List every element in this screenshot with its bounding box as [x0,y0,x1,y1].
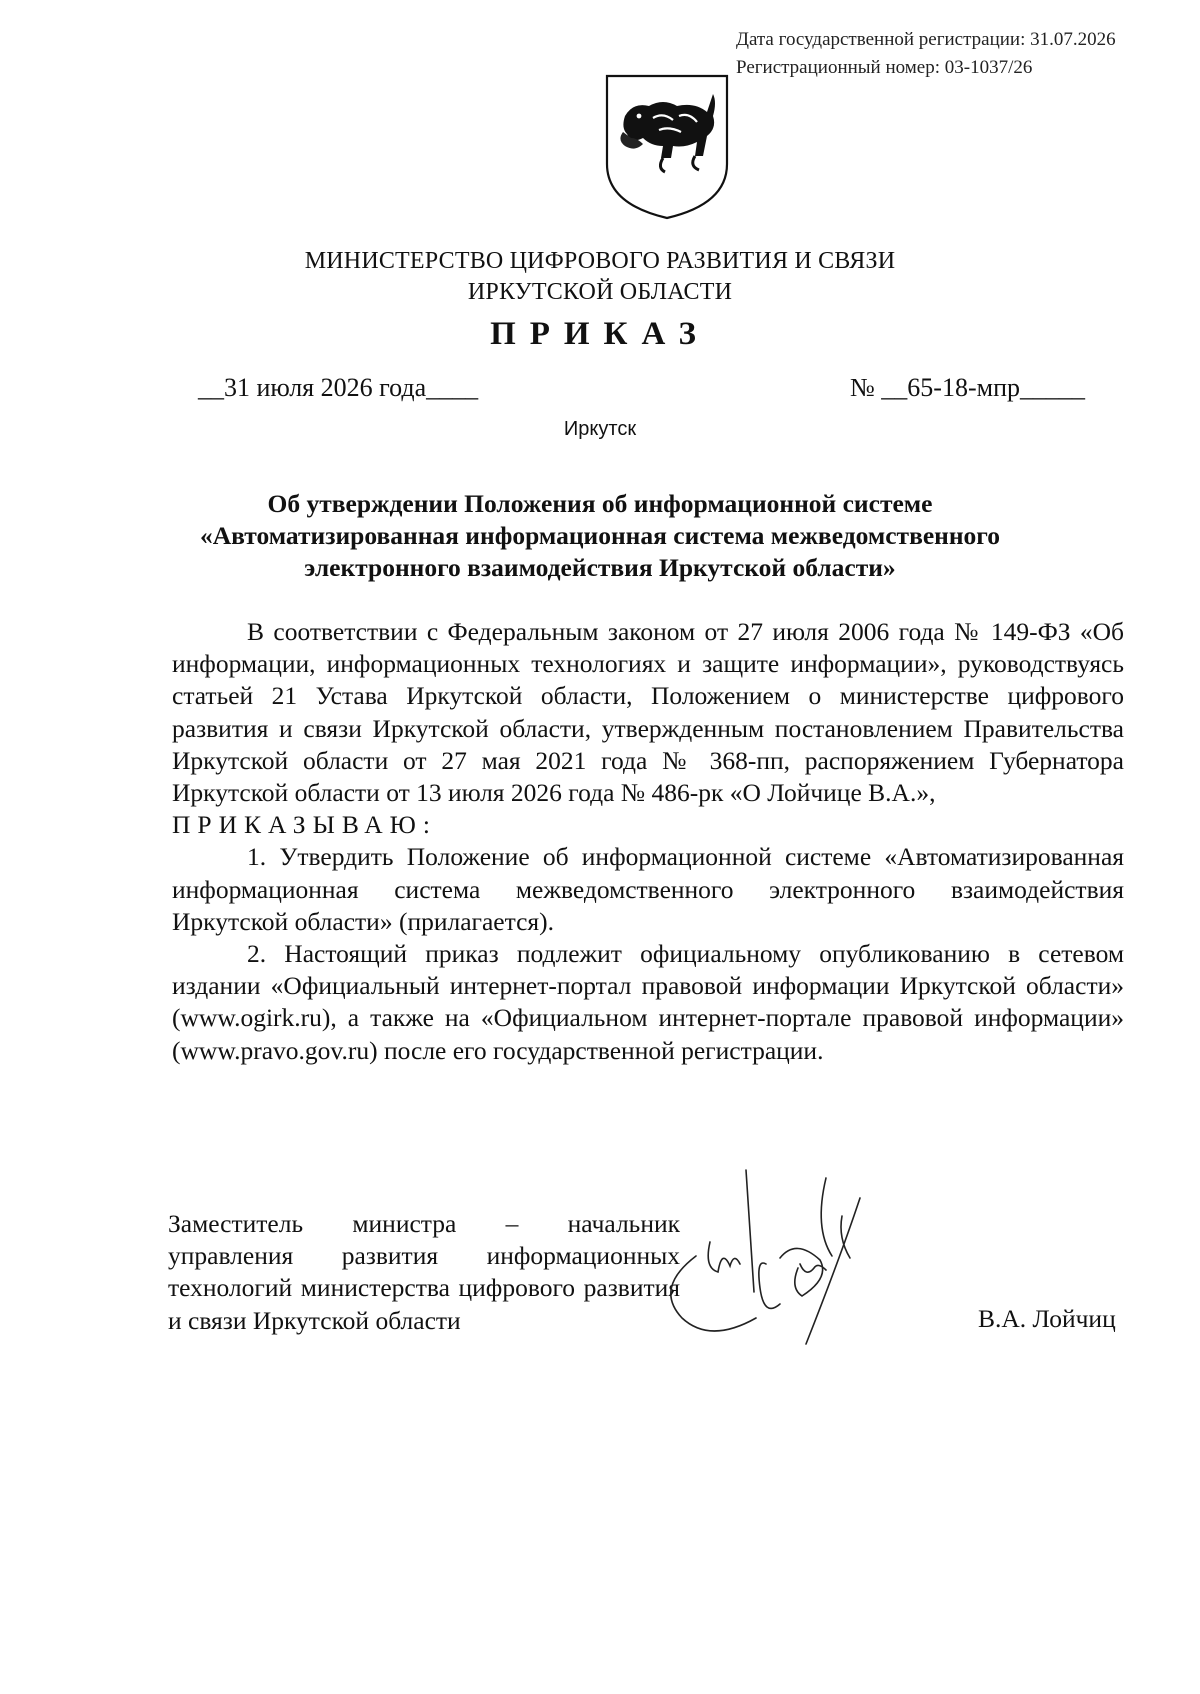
order-number: № __65-18-мпр_____ [850,373,1085,402]
order-subject [150,488,1050,584]
signatory-name: В.А. Лойчиц [978,1304,1116,1333]
order-subject-line3: электронного взаимодействия Иркутской области» [304,553,896,582]
signatory-position: Заместитель министра – начальник управления развития информационных технологий министерства цифрового развития и связи Иркутской области [168,1209,680,1335]
order-body [172,616,1124,1067]
handwritten-signature-icon [660,1168,900,1413]
registration-stamp [736,26,1116,82]
order-directive-word: ПРИКАЗЫВАЮ: [172,810,437,840]
ministry-name-line1: МИНИСТЕРСТВО ЦИФРОВОГО РАЗВИТИЯ И СВЯЗИ [304,248,896,274]
irkutsk-coat-of-arms-icon [603,72,731,227]
order-subject-line1: Об утверждении Положения об информационной системе [267,489,933,518]
order-item-2: 2. Настоящий приказ подлежит официальному опубликованию в сетевом издании «Официальный интернет-портал правовой информации Иркутской области» (www.ogirk.ru), а также на «Официальном интернет-портале правовой информации» (www.pravo.gov.ru) после его государственной регистрации. [172,939,1124,1065]
order-preamble: В соответствии с Федеральным законом от 27 июля 2006 года № 149-ФЗ «Об информации, информационных технологиях и защите информации», руководствуясь статьей 21 Устава Иркутской области, Положением о министерстве цифрового развития и связи Иркутской области, утвержденным постановлением Правительства Иркутской области от 27 мая 2021 года № 368-пп, распоряжением Губернатора Иркутской области от 13 июля 2026 года № 486-рк «О Лойчице В.А.», [172,617,1124,808]
order-date: __31 июля 2026 года____ [198,373,479,402]
order-item-1: 1. Утвердить Положение об информационной системе «Автоматизированная информационная система межведомственного электронного взаимодействия Иркутской области» (прилагается). [172,842,1124,936]
registration-date: Дата государственной регистрации: 31.07.2026 [736,29,1116,50]
document-type: ПРИКАЗ [490,316,710,352]
ministry-name [0,246,1200,308]
order-subject-line2: «Автоматизированная информационная система межведомственного [199,521,1000,550]
registration-number: Регистрационный номер: 03-1037/26 [736,57,1033,78]
ministry-name-line2: ИРКУТСКОЙ ОБЛАСТИ [467,279,733,305]
order-city: Иркутск [563,418,637,440]
